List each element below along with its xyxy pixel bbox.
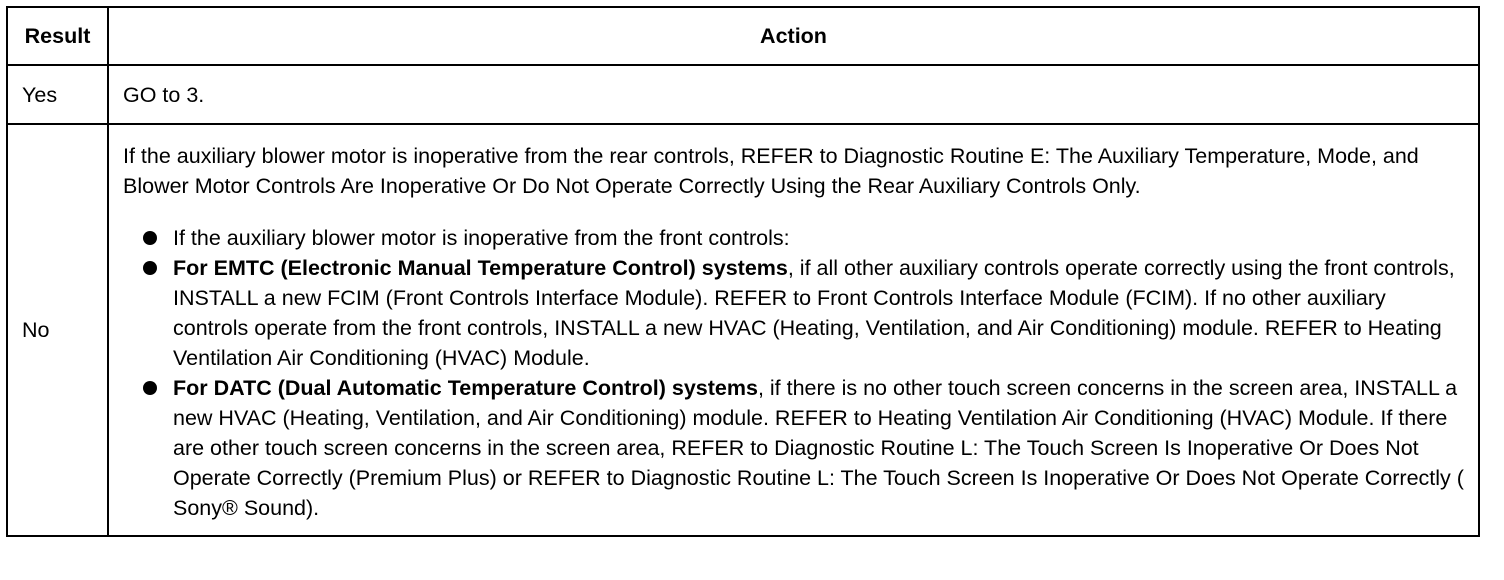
list-item-text: If the auxiliary blower motor is inoperative from the front controls: (173, 226, 790, 250)
table-row-yes (7, 65, 1479, 124)
result-cell-yes: Yes (7, 65, 108, 124)
list-item-datc-bold: For DATC (Dual Automatic Temperature Control) systems (173, 376, 758, 400)
list-item-emtc (143, 253, 1464, 373)
list-item-emtc-text: , if all other auxiliary controls operate correctly using the front controls, INSTALL a new FCIM (Front Controls Interface Module). REFER to Front Controls Interface Module (FCIM). If no other auxiliary controls operate from the front controls, INSTALL a new HVAC (Heating, Ventilation, and Air Conditioning) module. REFER to Heating Ventilation Air Conditioning (HVAC) Module. (173, 256, 1455, 370)
action-cell-no (108, 124, 1479, 536)
front-controls-list (123, 223, 1464, 523)
result-action-table (6, 6, 1480, 537)
result-cell-no: No (7, 124, 108, 536)
header-row (7, 7, 1479, 65)
bullet-icon (143, 381, 157, 395)
bullet-icon (143, 261, 157, 275)
list-item-front-controls (143, 223, 1464, 253)
list-item-datc (143, 373, 1464, 523)
action-column-header: Action (108, 7, 1479, 65)
action-cell-yes: GO to 3. (108, 65, 1479, 124)
table-row-no (7, 124, 1479, 536)
list-item-emtc-bold: For EMTC (Electronic Manual Temperature Control) systems (173, 256, 788, 280)
bullet-icon (143, 231, 157, 245)
result-column-header: Result (7, 7, 108, 65)
rear-controls-paragraph: If the auxiliary blower motor is inoperative from the rear controls, REFER to Diagnostic Routine E: The Auxiliary Temperature, Mode, and Blower Motor Controls Are Inoperative Or Do Not Operate Correctly Using the Rear Auxiliary Controls Only. (123, 144, 1419, 198)
list-item-datc-text: , if there is no other touch screen concerns in the screen area, INSTALL a new HVAC (Heating, Ventilation, and Air Conditioning) module. REFER to Heating Ventilation Air Conditioning (HVAC) Module. If there are other touch screen concerns in the screen area, REFER to Diagnostic Routine L: The Touch Screen Is Inoperative Or Does Not Operate Correctly (Premium Plus) or REFER to Diagnostic Routine L: The Touch Screen Is Inoperative Or Does Not Operate Correctly ( Sony® Sound). (173, 376, 1464, 520)
